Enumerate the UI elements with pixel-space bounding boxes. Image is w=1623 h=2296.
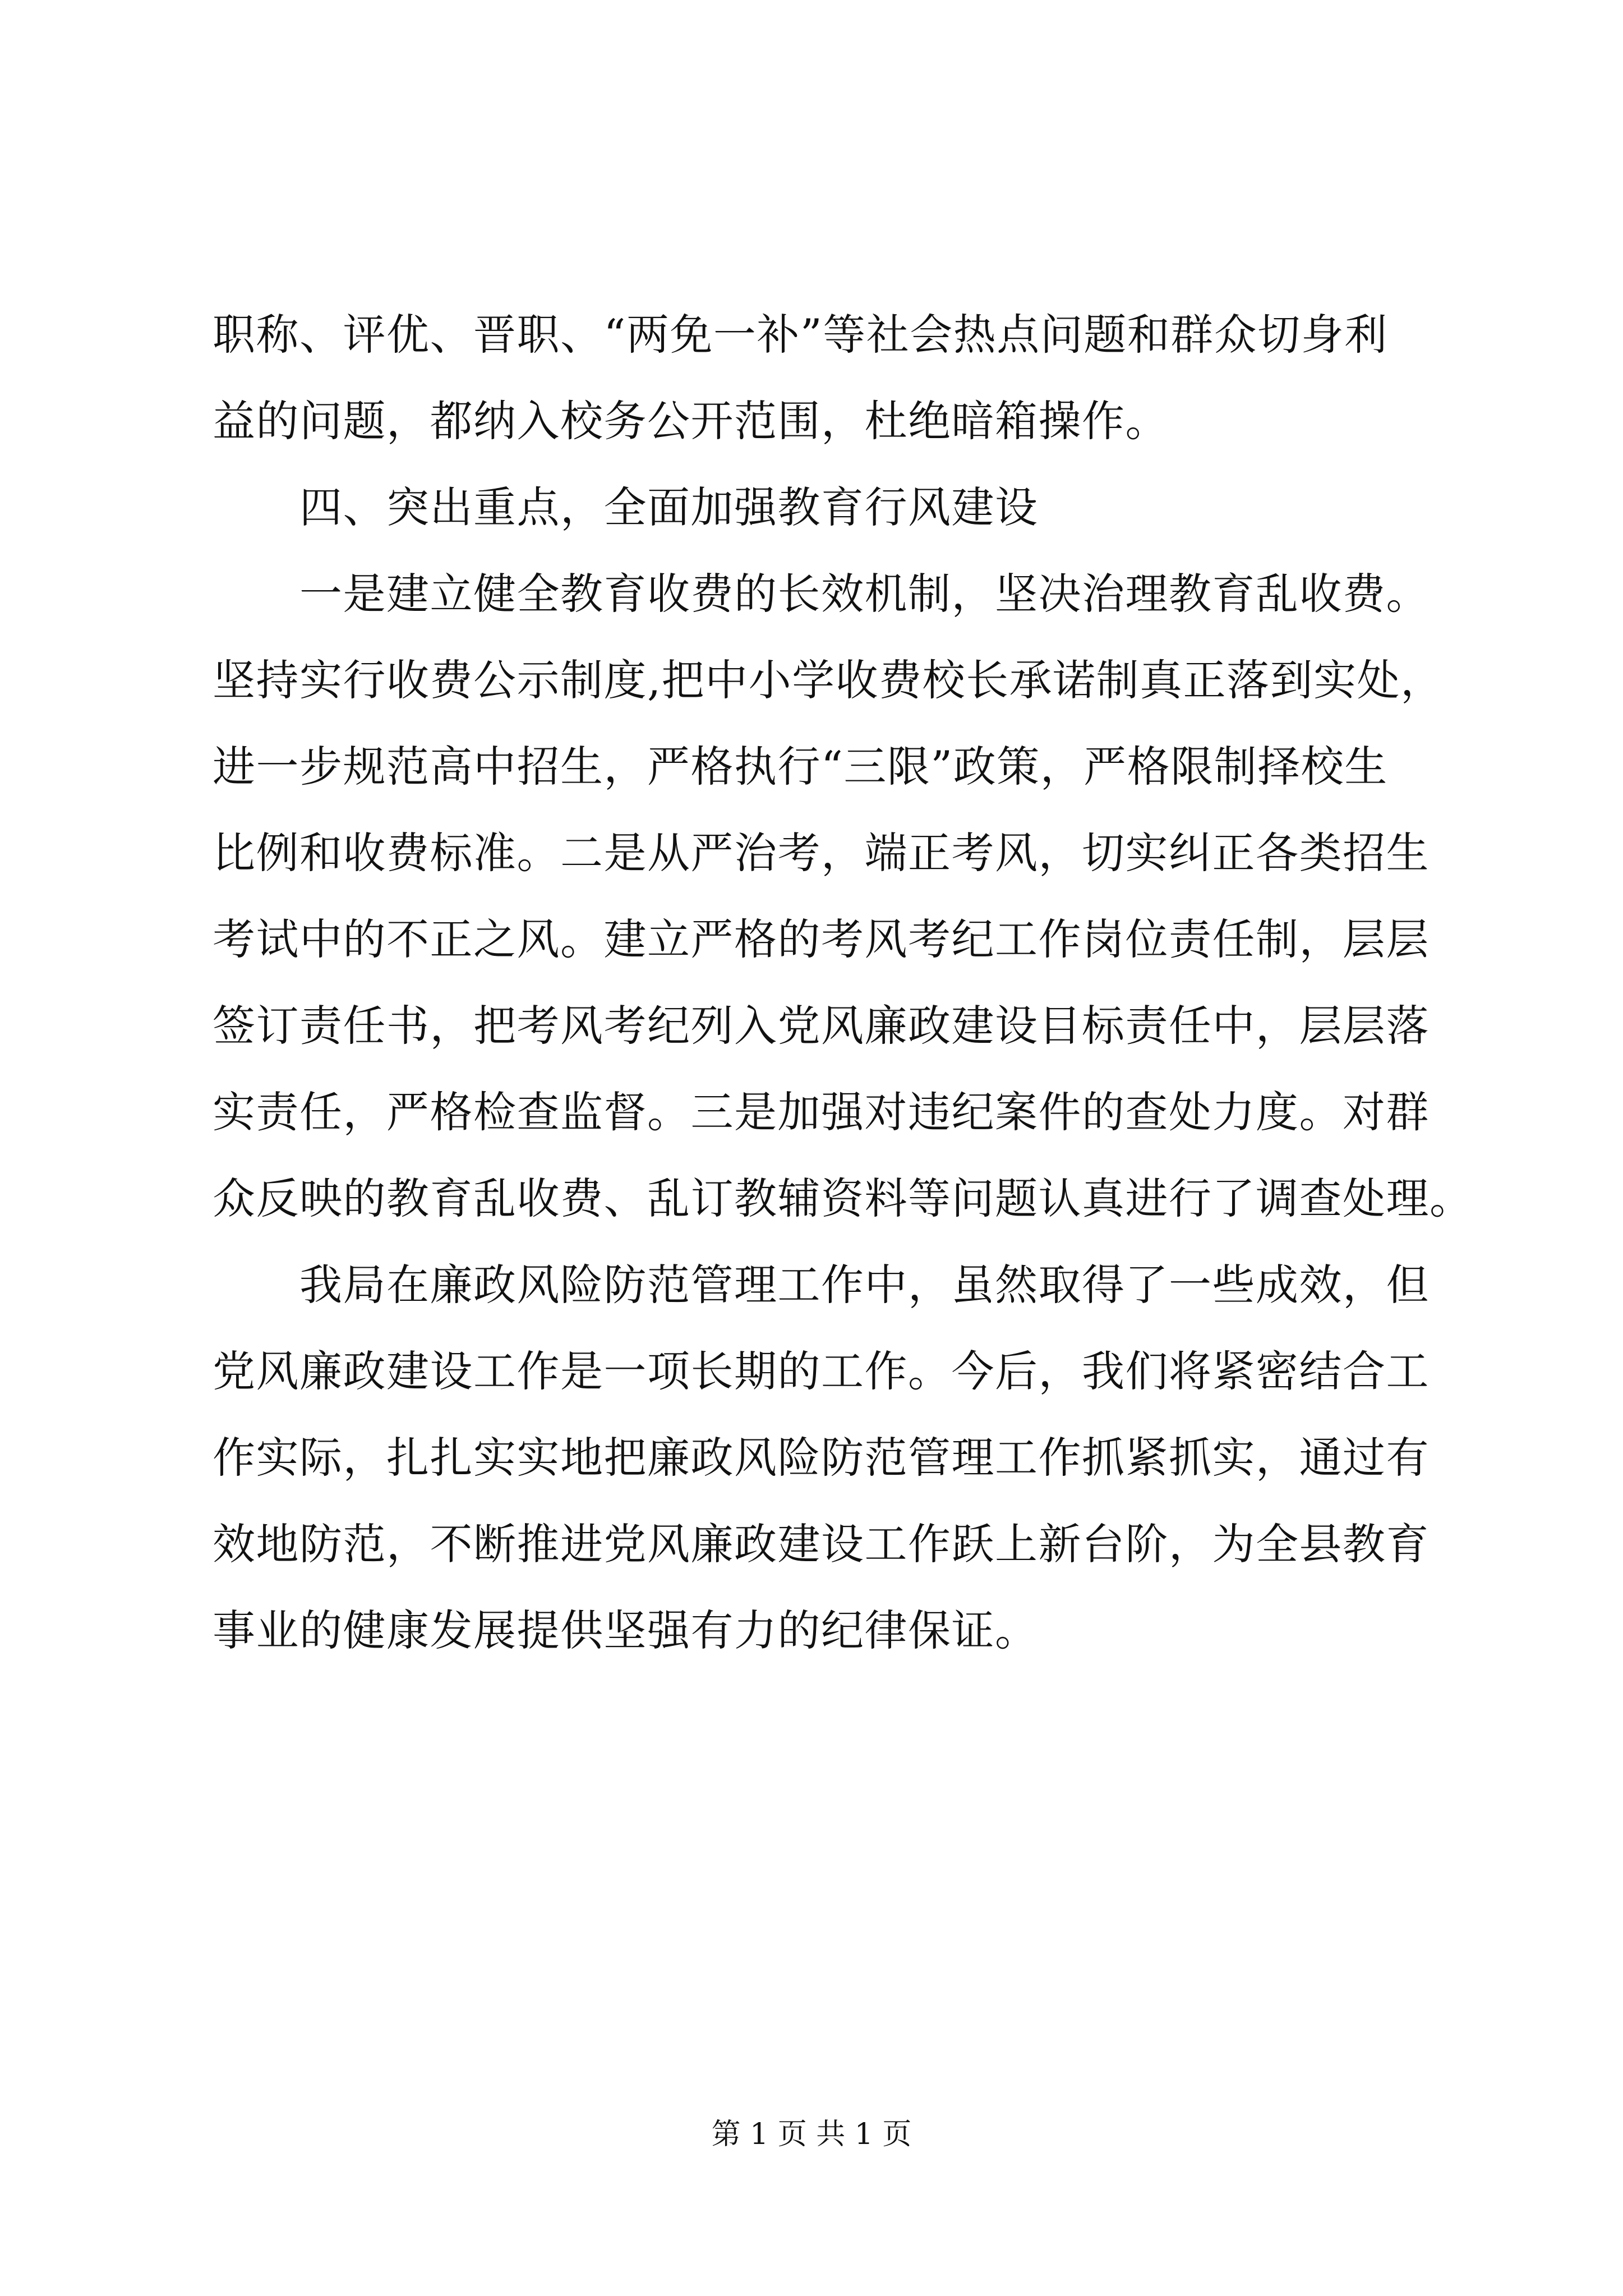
text-line: 作实际，扎扎实实地把廉政风险防范管理工作抓紧抓实，通过有 bbox=[213, 1433, 1430, 1483]
section-heading: 四、突出重点，全面加强教育行风建设 bbox=[213, 482, 1039, 532]
text-line: 职称、评优、晋职、“两免一补”等社会热点问题和群众切身利 bbox=[213, 310, 1388, 360]
text-line: 签订责任书，把考风考纪列入党风廉政建设目标责任中，层层落 bbox=[213, 1001, 1430, 1051]
text-line: 实责任，严格检查监督。三是加强对违纪案件的查处力度。对群 bbox=[213, 1087, 1430, 1137]
text-line: 我局在廉政风险防范管理工作中，虽然取得了一些成效，但 bbox=[213, 1260, 1430, 1310]
text-line: 益的问题，都纳入校务公开范围，杜绝暗箱操作。 bbox=[213, 396, 1169, 446]
text-line: 众反映的教育乱收费、乱订教辅资料等问题认真进行了调查处理。 bbox=[213, 1174, 1473, 1223]
text-line: 效地防范，不断推进党风廉政建设工作跃上新台阶，为全县教育 bbox=[213, 1519, 1430, 1569]
text-line: 一是建立健全教育收费的长效机制，坚决治理教育乱收费。 bbox=[213, 569, 1430, 619]
body-text bbox=[213, 292, 1473, 1674]
text-line: 比例和收费标准。二是从严治考，端正考风，切实纠正各类招生 bbox=[213, 828, 1430, 878]
text-line: 事业的健康发展提供坚强有力的纪律保证。 bbox=[213, 1605, 1039, 1655]
text-line: 进一步规范高中招生，严格执行“三限”政策，严格限制择校生 bbox=[213, 742, 1388, 792]
text-line: 考试中的不正之风。建立严格的考风考纪工作岗位责任制，层层 bbox=[213, 914, 1430, 964]
text-line: 坚持实行收费公示制度,把中小学收费校长承诺制真正落到实处， bbox=[213, 655, 1444, 705]
text-line: 党风廉政建设工作是一项长期的工作。今后，我们将紧密结合工 bbox=[213, 1346, 1430, 1396]
page-footer: 第 1 页 共 1 页 bbox=[711, 2118, 912, 2151]
